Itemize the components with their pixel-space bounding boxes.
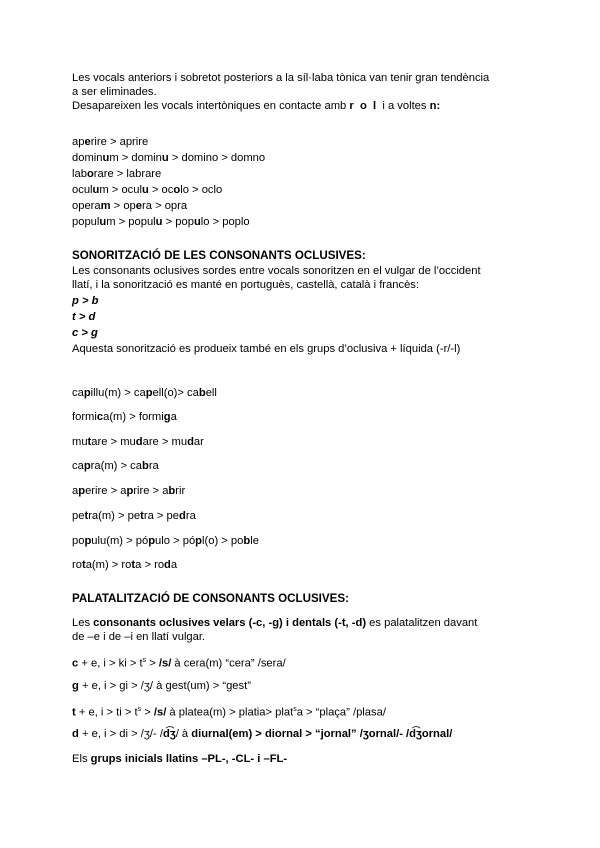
paragraph-line: Les consonants oclusives velars (-c, -g) i dentals (-t, -d) es palatalitzen davant [72,617,478,629]
list-item: operam > opera > opra [72,200,188,212]
paragraph-line: Els grups inicials llatins –PL-, -CL- i –FL- [72,753,288,765]
list-item: aperire > aprire [72,136,149,148]
paragraph-line: llatí, i la sonorització es manté en portuguès, castellà, català i francès: [72,279,419,291]
rule-c-palatal: c + e, i > ki > $t^s > /s/$ à cera(m) “cera” /sera/ [72,657,286,670]
list-item: capra(m) > cabra [72,460,159,472]
rule-t-d: t > d [72,311,96,323]
paragraph-line: Les consonants oclusives sordes entre vocals sonoritzen en el vulgar de l’occident [72,265,481,277]
list-item: mutare > mudare > mudar [72,436,204,448]
list-item: capillu(m) > capell(o)> cabell [72,387,217,399]
list-item: aperire > aprire > abrir [72,485,186,497]
section-heading-sonorization: SONORITZACIÓ DE LES CONSONANTS OCLUSIVES: [72,249,366,262]
list-item: formica(m) > formiga [72,411,177,423]
list-item: dominum > dominu > domino > domno [72,152,266,164]
rule-c-g: c > g [72,327,98,339]
list-item: petra(m) > petra > pedra [72,510,196,522]
section-heading-palatalization: PALATALITZACIÓ DE CONSONANTS OCLUSIVES: [72,592,349,605]
rule-g-palatal: g + e, i > gi > /ʒ/ à gest(um) > “gest” [72,680,251,692]
paragraph-line: Aquesta sonorització es produeix també en els grups d’oclusiva + líquida (-r/-l) [72,343,461,355]
rule-d-palatal: d + e, i > di > /ʒ/- /d͡ʒ/ à diurnal(em) > diornal > “jornal” /ʒornal/- /d͡ʒornal/ [72,728,453,740]
intro-line-1: Les vocals anteriors i sobretot posteriors a la síl·laba tònica van tenir gran tendència [72,72,490,84]
list-item: populum > populu > populo > poplo [72,216,250,228]
list-item: rota(m) > rota > roda [72,559,178,571]
list-item: oculum > oculu > ocolo > oclo [72,184,223,196]
rule-t-palatal: t + e, i > ti > $t^s > /s/$ à platea(m) > platia> plat$^s$a > “plaça” /plasa/ [72,706,386,719]
paragraph-line: de –e i de –i en llatí vulgar. [72,631,206,643]
rule-p-b: p > b [72,295,99,307]
list-item: laborare > labrare [72,168,162,180]
intro-line-3: Desapareixen les vocals intertòniques en contacte amb r o l i a voltes n: [72,100,441,112]
list-item: populu(m) > pópulo > pópl(o) > poble [72,535,259,547]
intro-line-2: a ser eliminades. [72,86,157,98]
